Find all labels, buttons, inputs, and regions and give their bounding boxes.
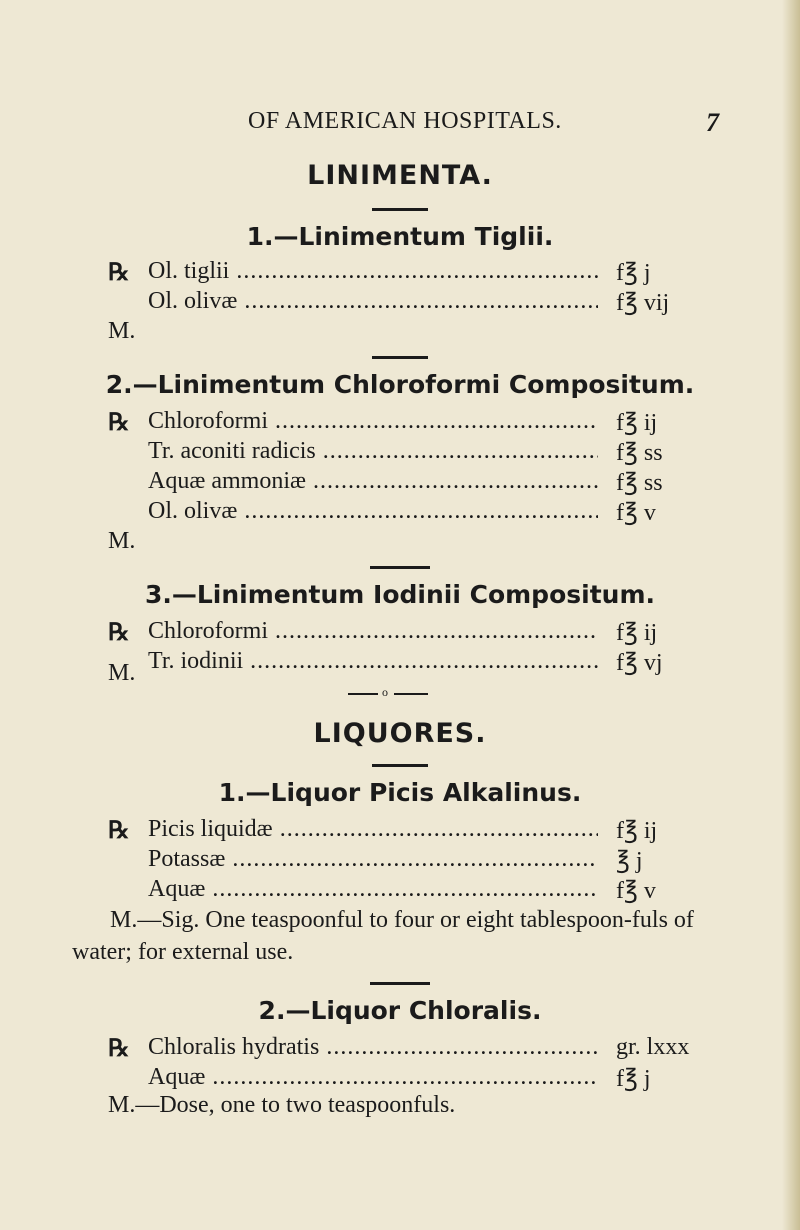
ingredient-name: Chloralis hydratis ..... [148,1034,598,1061]
formula-line [108,648,728,678]
formula-line [108,846,728,876]
formula-rule [370,566,430,569]
formula-directions: M.—Sig. One teaspoonful to four or eight tablespoon-fuls of water; for external use. [72,907,694,965]
ingredient-quantity: f℥ v [616,878,656,904]
ingredient-name: Ol. olivæ ..... [148,288,598,315]
formula-directions: M.—Dose, one to two teaspoonfuls. [108,1092,456,1118]
ingredient-name: Tr. iodinii ..... [148,648,598,675]
formula-line [108,876,728,906]
ingredient-quantity: f℥ ss [616,470,663,496]
formula-line [108,468,728,498]
formula-rule [370,982,430,985]
ingredient-quantity: f℥ vj [616,650,663,676]
ornament-bar [394,693,428,695]
ingredient-name: Ol. tiglii ..... [148,258,598,285]
formula-line [108,816,728,846]
formula-line [108,438,728,468]
formula-directions: M. [108,318,136,344]
ingredient-name: Aquæ ammoniæ ..... [148,468,598,495]
formula-title-liquor-chloralis: 2.—Liquor Chloralis. [258,996,542,1025]
ingredient-quantity: f℥ vij [616,290,670,316]
ingredient-quantity: f℥ j [616,260,651,286]
formula-title-linimentum-tiglii: 1.—Linimentum Tiglii. [246,222,554,251]
formula-line [108,498,728,528]
ingredient-name: Aquæ ..... [148,876,598,903]
rx-symbol: ℞ [108,1036,130,1062]
formula-line [108,288,728,318]
ingredient-quantity: f℥ v [616,500,656,526]
formula-rule [372,356,428,359]
ingredient-name: Potassæ ..... [148,846,598,873]
ingredient-name: Aquæ ..... [148,1064,598,1091]
section-title-linimenta: LINIMENTA. [307,160,493,191]
page-number: 7 [706,108,719,137]
ingredient-quantity: f℥ ij [616,410,658,436]
ingredient-quantity: f℥ ss [616,440,663,466]
section-rule [372,208,428,211]
formula-line [108,1064,728,1094]
running-title: OF AMERICAN HOSPITALS. [248,108,562,134]
ingredient-name: Tr. aconiti radicis ..... [148,438,598,465]
formula-directions: M. [108,660,136,686]
rx-symbol: ℞ [108,260,130,286]
section-ornament [348,685,428,699]
ingredient-quantity: f℥ ij [616,620,658,646]
formula-directions: M. [108,528,136,554]
formula-line [108,1034,728,1064]
rx-symbol: ℞ [108,620,130,646]
formula-title-linimentum-chloroformi: 2.—Linimentum Chloroformi Compositum. [105,370,695,399]
formula-line [108,258,728,288]
ornament-bar [348,693,378,695]
section-title-liquores: LIQUORES. [313,718,487,749]
section-rule [372,764,428,767]
ingredient-name: Chloroformi ..... [148,408,598,435]
formula-line [108,408,728,438]
formula-title-linimentum-iodinii: 3.—Linimentum Iodinii Compositum. [144,580,656,609]
rx-symbol: ℞ [108,410,130,436]
ingredient-quantity: gr. lxxx [616,1034,690,1060]
rx-symbol: ℞ [108,818,130,844]
formula-line [108,618,728,648]
ingredient-name: Chloroformi ..... [148,618,598,645]
ingredient-name: Ol. olivæ ..... [148,498,598,525]
ingredient-quantity: f℥ j [616,1066,651,1092]
ingredient-quantity: f℥ ij [616,818,658,844]
ornament-circle: o [382,685,388,699]
ingredient-name: Picis liquidæ ..... [148,816,598,843]
ingredient-quantity: ℥ j [616,848,643,874]
formula-title-liquor-picis: 1.—Liquor Picis Alkalinus. [218,778,582,807]
